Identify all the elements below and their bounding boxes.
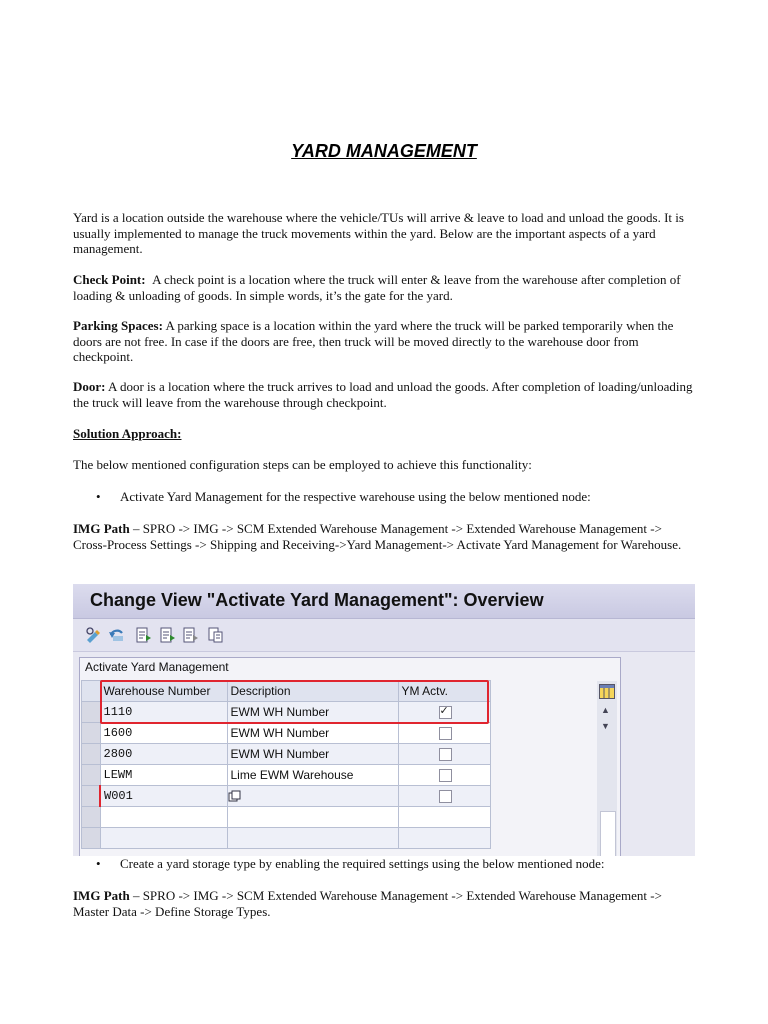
- check-point-paragraph: [73, 272, 698, 303]
- document-title: YARD MANAGEMENT: [291, 141, 477, 161]
- img-path-label: IMG Path: [73, 888, 130, 903]
- ym-active-checkbox[interactable]: [439, 790, 452, 803]
- select-all-icon[interactable]: [207, 627, 224, 643]
- column-header-ym-active[interactable]: YM Actv.: [398, 681, 490, 702]
- scroll-thumb[interactable]: [600, 811, 616, 856]
- table-row: [82, 828, 491, 849]
- bullet-dot-icon: •: [96, 489, 101, 504]
- door-label: Door:: [73, 379, 106, 394]
- table-row: [82, 786, 491, 807]
- table-row: [82, 723, 491, 744]
- row-selector[interactable]: [82, 723, 101, 744]
- parking-text: A parking space is a location within the yard where the truck will be parked temporarily when the doors are not free. In case if the doors are free, then truck will be moved directly to the warehouse door from checkpoint.: [73, 318, 674, 364]
- description-cell[interactable]: [227, 786, 398, 807]
- undo-icon[interactable]: [108, 627, 125, 643]
- table-row: [82, 744, 491, 765]
- new-entries-icon[interactable]: [135, 627, 152, 643]
- sap-toolbar: [73, 619, 695, 652]
- ym-active-cell: [398, 744, 490, 765]
- warehouse-number-cell[interactable]: 1600: [100, 723, 227, 744]
- scroll-up-icon[interactable]: ▲: [601, 705, 610, 715]
- table-row: [82, 807, 491, 828]
- ym-active-checkbox[interactable]: [439, 727, 452, 740]
- row-selector[interactable]: [82, 807, 101, 828]
- display-change-icon[interactable]: [85, 627, 102, 643]
- description-cell[interactable]: EWM WH Number: [227, 744, 398, 765]
- ym-active-cell: [398, 786, 490, 807]
- img-path-paragraph: [73, 888, 698, 919]
- door-paragraph: [73, 379, 698, 410]
- check-point-label: Check Point:: [73, 272, 146, 287]
- bullet-dot-icon: •: [96, 856, 101, 871]
- group-label: Activate Yard Management: [85, 660, 229, 674]
- img-path-text: – SPRO -> IMG -> SCM Extended Warehouse Management -> Extended Warehouse Management -> Cross-Process Settings -> Shipping and Receiving->Yard Management-> Activate Yard Management for Warehouse.: [73, 521, 682, 552]
- warehouse-number-cell[interactable]: 2800: [100, 744, 227, 765]
- delete-icon[interactable]: [182, 627, 199, 643]
- table-row: [82, 765, 491, 786]
- row-selector[interactable]: [82, 765, 101, 786]
- ym-active-checkbox[interactable]: [439, 769, 452, 782]
- parking-label: Parking Spaces:: [73, 318, 163, 333]
- row-selector[interactable]: [82, 744, 101, 765]
- empty-cell[interactable]: [227, 828, 398, 849]
- column-header-warehouse[interactable]: Warehouse Number: [100, 681, 227, 702]
- ym-active-checkbox[interactable]: [439, 748, 452, 761]
- empty-cell[interactable]: [100, 807, 227, 828]
- empty-cell[interactable]: [100, 828, 227, 849]
- sap-screenshot: [73, 584, 695, 856]
- img-path-text: – SPRO -> IMG -> SCM Extended Warehouse Management -> Extended Warehouse Management -> Master Data -> Define Storage Types.: [73, 888, 662, 919]
- img-path-paragraph: [73, 521, 698, 552]
- solution-heading: Solution Approach:: [73, 426, 182, 441]
- sap-window-title: Change View "Activate Yard Management": Overview: [90, 590, 544, 610]
- ym-active-cell: [398, 765, 490, 786]
- empty-cell[interactable]: [398, 828, 490, 849]
- warehouse-number-input[interactable]: W001: [100, 786, 227, 807]
- copy-icon[interactable]: [159, 627, 176, 643]
- warehouse-number-cell[interactable]: LEWM: [100, 765, 227, 786]
- description-cell[interactable]: EWM WH Number: [227, 702, 398, 723]
- scroll-down-icon[interactable]: ▼: [601, 721, 610, 731]
- select-all-column[interactable]: [82, 681, 101, 702]
- vertical-scrollbar[interactable]: [597, 681, 617, 856]
- highlight-box: [100, 680, 489, 724]
- ym-active-cell: [398, 723, 490, 744]
- row-selector[interactable]: [82, 786, 101, 807]
- empty-cell[interactable]: [398, 807, 490, 828]
- door-text: A door is a location where the truck arrives to load and unload the goods. After completion of loading/unloading the truck will leave from the warehouse through checkpoint.: [73, 379, 693, 410]
- description-cell[interactable]: EWM WH Number: [227, 723, 398, 744]
- row-selector[interactable]: [82, 702, 101, 723]
- img-path-label: IMG Path: [73, 521, 130, 536]
- intro-paragraph: Yard is a location outside the warehouse where the vehicle/TUs will arrive & leave to load and unload the goods. It is usually implemented to manage the truck movements within the yard. Below are the important aspects of a yard management.: [73, 210, 684, 256]
- column-header-description[interactable]: Description: [227, 681, 398, 702]
- bullet-item: [96, 856, 696, 872]
- description-cell[interactable]: Lime EWM Warehouse: [227, 765, 398, 786]
- column-settings-icon[interactable]: [599, 684, 615, 699]
- config-intro: The below mentioned configuration steps can be employed to achieve this functionality:: [73, 457, 532, 472]
- check-point-text: A check point is a location where the truck will enter & leave from the warehouse after completion of loading & unloading of goods. In simple words, it’s the gate for the yard.: [73, 272, 681, 303]
- parking-paragraph: [73, 318, 698, 365]
- bullet-text: Activate Yard Management for the respective warehouse using the below mentioned node:: [120, 489, 591, 504]
- sap-title-bar: [73, 584, 695, 619]
- empty-cell[interactable]: [227, 807, 398, 828]
- warehouse-number-cell[interactable]: 1110: [100, 702, 227, 723]
- bullet-text: Create a yard storage type by enabling the required settings using the below mentioned node:: [120, 856, 605, 871]
- f4-help-icon[interactable]: [228, 790, 242, 803]
- bullet-item: [96, 489, 696, 505]
- row-selector[interactable]: [82, 828, 101, 849]
